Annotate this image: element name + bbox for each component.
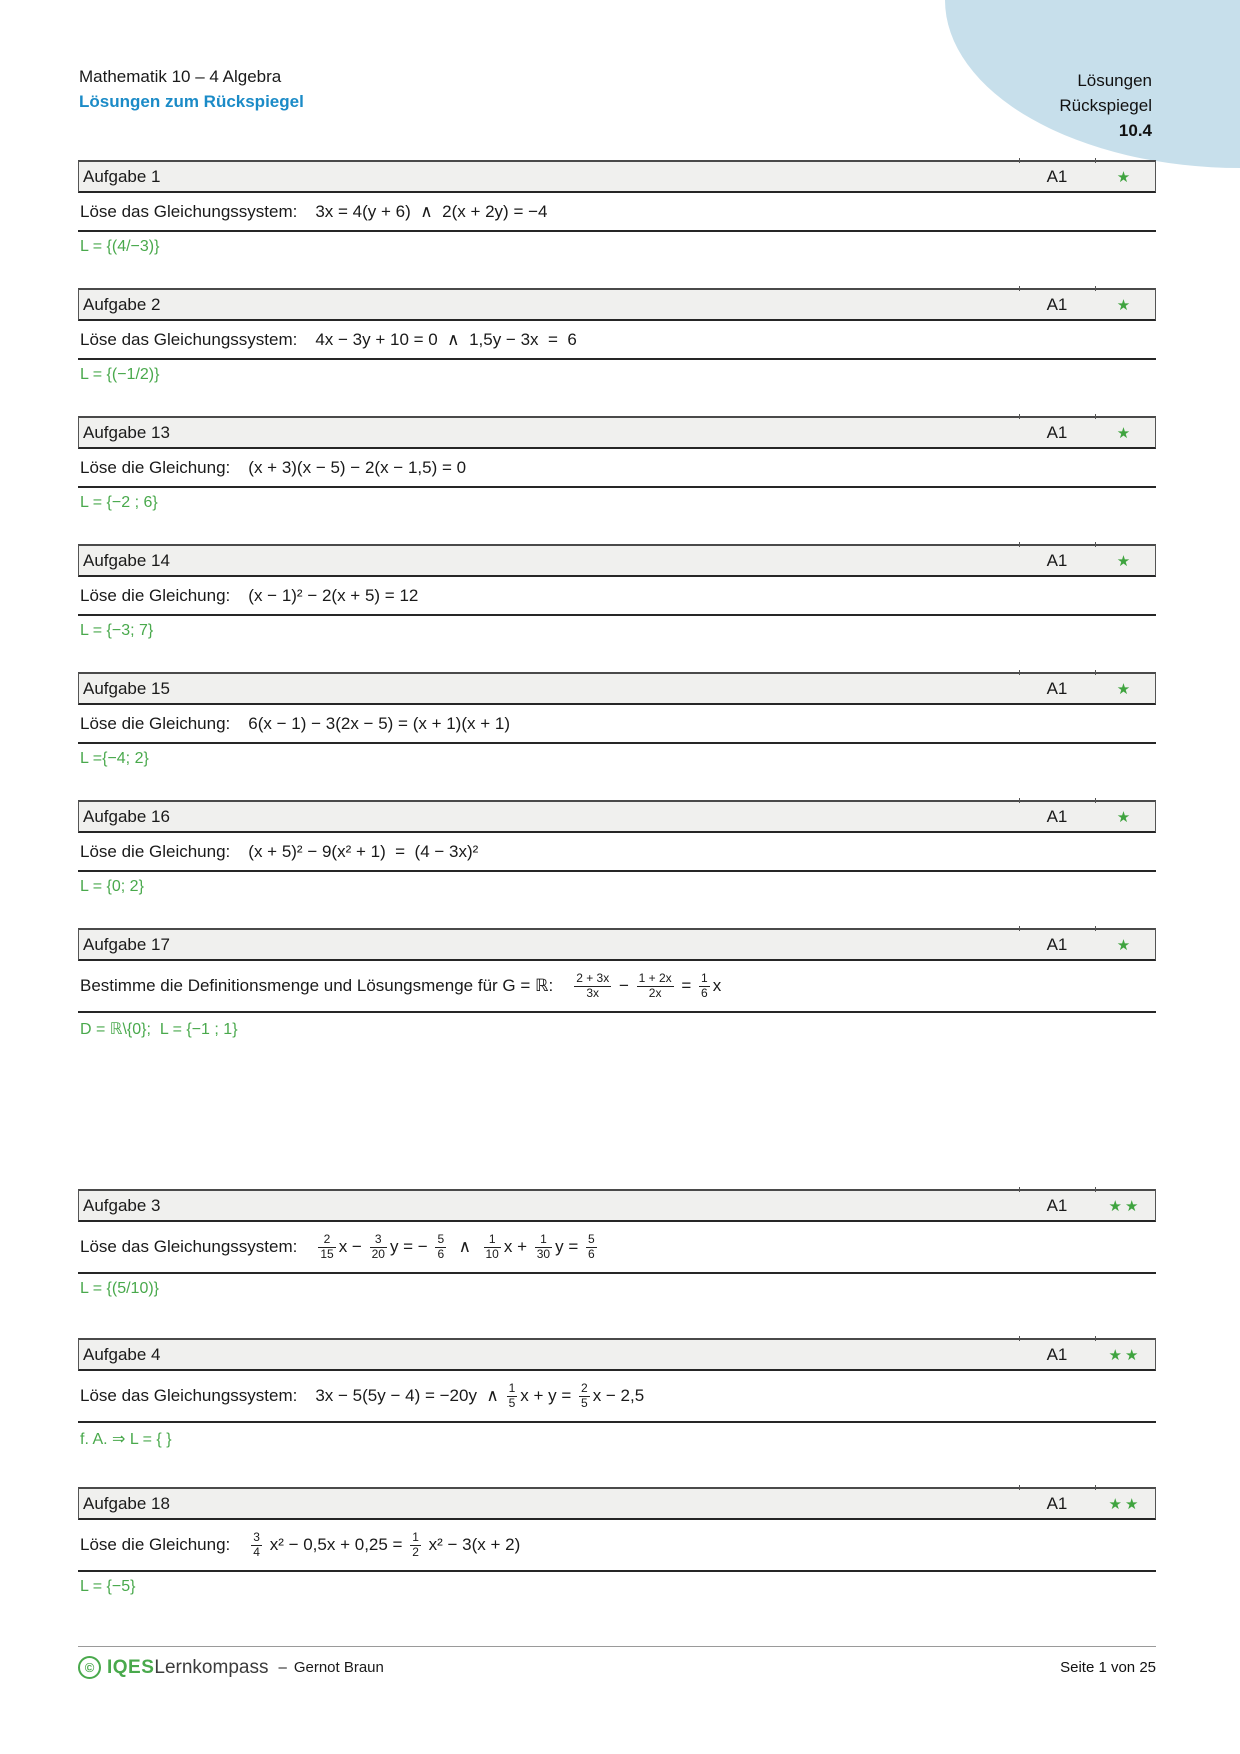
- equation-text: (x − 1)² − 2(x + 5) = 12: [248, 585, 419, 605]
- task-block: [78, 544, 1156, 646]
- task-title: Aufgabe 3: [83, 1195, 161, 1215]
- difficulty-stars-icon: ★: [1116, 168, 1134, 186]
- fraction: $\frac{2}{5}$: [581, 1380, 588, 1410]
- fraction: $\frac{3}{20}$: [371, 1231, 385, 1261]
- task-equation: [248, 458, 466, 478]
- fraction: $\frac{3}{4}$: [253, 1529, 260, 1559]
- difficulty-stars-icon: ★: [1116, 424, 1134, 442]
- task-block: [78, 928, 1156, 1043]
- equation-text: (x + 5)² − 9(x² + 1) = (4 − 3x)²: [248, 841, 479, 861]
- equation-text: 6(x − 1) − 3(2x − 5) = (x + 1)(x + 1): [248, 713, 510, 733]
- fraction: $\frac{1}{2}$: [412, 1529, 419, 1559]
- fraction: $\frac{1}{6}$: [701, 970, 708, 1000]
- doc-title: Mathematik 10 – 4 Algebra: [79, 67, 282, 86]
- task-title: Aufgabe 17: [83, 934, 170, 954]
- solution-text: L ={−4; 2}: [80, 750, 149, 767]
- task-prompt: Löse die Gleichung:: [80, 1535, 231, 1554]
- task-block: [78, 1338, 1156, 1453]
- equation-text: x² − 0,5x + 0,25 =: [264, 1535, 408, 1554]
- task-row: [78, 577, 1156, 616]
- page-number: Seite 1 von 25: [1060, 1659, 1156, 1676]
- task-header-bar: [78, 1338, 1156, 1371]
- task-title: Aufgabe 18: [83, 1493, 170, 1513]
- solution-text: f. A. ⇒ L = { }: [80, 1431, 172, 1448]
- task-title: Aufgabe 4: [83, 1344, 161, 1364]
- fraction: $\frac{1}{10}$: [485, 1231, 499, 1261]
- fraction: $\frac{5}{6}$: [437, 1231, 445, 1261]
- equation-text: (x + 3)(x − 5) − 2(x − 1,5) = 0: [248, 457, 467, 477]
- task-header-bar: [78, 800, 1156, 833]
- equation-text: y =: [555, 1237, 583, 1256]
- task-equation: [315, 202, 547, 222]
- task-prompt: Löse die Gleichung:: [80, 585, 231, 605]
- task-equation: [315, 1382, 644, 1411]
- task-prompt: Bestimme die Definitionsmenge und Lösungsmenge für G = ℝ:: [80, 976, 554, 995]
- level-badge: A1: [1046, 550, 1068, 570]
- difficulty-stars-icon: ★★: [1108, 1346, 1142, 1364]
- corner-label-line1: Lösungen: [1077, 71, 1152, 90]
- difficulty-stars-icon: ★★: [1108, 1197, 1142, 1215]
- level-badge: A1: [1046, 294, 1068, 314]
- task-row: [78, 193, 1156, 232]
- level-badge: A1: [1046, 678, 1068, 698]
- solution-text: D = ℝ\{0}; L = {−1 ; 1}: [80, 1021, 238, 1038]
- task-prompt: Löse die Gleichung:: [80, 841, 231, 861]
- task-row: [78, 1520, 1156, 1572]
- difficulty-stars-icon: ★★: [1108, 1495, 1142, 1513]
- equation-text: 3x = 4(y + 6) ∧ 2(x + 2y) = −4: [315, 201, 548, 221]
- difficulty-stars-icon: ★: [1116, 936, 1134, 954]
- task-row: [78, 705, 1156, 744]
- level-badge: A1: [1046, 422, 1068, 442]
- difficulty-stars-icon: ★: [1116, 296, 1134, 314]
- level-badge: A1: [1046, 1195, 1068, 1215]
- fraction: $\frac{1}{5}$: [508, 1380, 516, 1410]
- level-badge: A1: [1046, 166, 1068, 186]
- fraction: $\frac{2 + 3x}{3x}$: [576, 970, 610, 1000]
- task-equation: [248, 1531, 520, 1560]
- task-header-bar: [78, 544, 1156, 577]
- equation-text: x + y =: [520, 1386, 576, 1405]
- task-block: [78, 416, 1156, 518]
- level-badge: A1: [1046, 806, 1068, 826]
- task-header-bar: [78, 1487, 1156, 1520]
- corner-label-line2: Rückspiegel: [1059, 96, 1152, 115]
- task-title: Aufgabe 1: [83, 166, 161, 186]
- task-row: [78, 1222, 1156, 1274]
- task-row: [78, 1371, 1156, 1423]
- task-equation: [248, 714, 510, 734]
- equation-text: 4x − 3y + 10 = 0 ∧ 1,5y − 3x = 6: [315, 329, 577, 349]
- difficulty-stars-icon: ★: [1116, 680, 1134, 698]
- task-equation: [248, 842, 478, 862]
- equation-text: 3x − 5(5y − 4) = −20y ∧: [315, 1386, 504, 1405]
- task-prompt: Löse die Gleichung:: [80, 713, 231, 733]
- difficulty-stars-icon: ★: [1116, 552, 1134, 570]
- task-header-bar: [78, 288, 1156, 321]
- equation-text: x² − 3(x + 2): [423, 1535, 521, 1554]
- task-block: [78, 1189, 1156, 1304]
- corner-label: [1059, 68, 1152, 143]
- brand-iqes: IQES: [107, 1656, 155, 1678]
- difficulty-stars-icon: ★: [1116, 808, 1134, 826]
- task-block: [78, 672, 1156, 774]
- equation-text: −: [614, 976, 634, 995]
- footer-author: Gernot Braun: [293, 1659, 384, 1676]
- task-block: [78, 288, 1156, 390]
- fraction: $\frac{5}{6}$: [587, 1231, 595, 1261]
- solution-text: L = {(5/10)}: [80, 1280, 160, 1297]
- solution-text: L = {−2 ; 6}: [80, 494, 158, 511]
- page-footer: [78, 1646, 1156, 1679]
- task-title: Aufgabe 16: [83, 806, 170, 826]
- equation-text: x −: [338, 1237, 367, 1256]
- task-equation: [315, 330, 576, 350]
- task-title: Aufgabe 13: [83, 422, 170, 442]
- task-row: [78, 449, 1156, 488]
- task-row: [78, 321, 1156, 360]
- task-block: [78, 160, 1156, 262]
- task-header-bar: [78, 1189, 1156, 1222]
- task-title: Aufgabe 15: [83, 678, 170, 698]
- task-block: [78, 800, 1156, 902]
- task-prompt: Löse das Gleichungssystem:: [80, 1386, 298, 1405]
- brand-lernkompass: Lernkompass: [154, 1656, 269, 1678]
- footer-brand: [78, 1656, 1060, 1679]
- solution-text: L = {(−1/2)}: [80, 366, 160, 383]
- level-badge: A1: [1046, 934, 1068, 954]
- task-header-bar: [78, 928, 1156, 961]
- task-list: [78, 160, 1156, 1636]
- task-header-bar: [78, 160, 1156, 193]
- document-header: [79, 64, 304, 114]
- equation-text: x +: [503, 1237, 532, 1256]
- fraction: $\frac{2}{15}$: [320, 1231, 334, 1261]
- solution-text: L = {(4/−3)}: [80, 238, 160, 255]
- task-header-bar: [78, 416, 1156, 449]
- copyright-icon: ©: [78, 1656, 101, 1679]
- equation-text: y = −: [389, 1237, 433, 1256]
- equation-text: x − 2,5: [592, 1386, 645, 1405]
- level-badge: A1: [1046, 1493, 1068, 1513]
- fraction: $\frac{1}{30}$: [536, 1231, 551, 1261]
- solution-text: L = {0; 2}: [80, 878, 144, 895]
- task-block: [78, 1487, 1156, 1602]
- task-prompt: Löse das Gleichungssystem:: [80, 1237, 298, 1256]
- task-prompt: Löse die Gleichung:: [80, 457, 231, 477]
- task-equation: [248, 586, 418, 606]
- equation-text: ∧: [449, 1237, 481, 1256]
- level-badge: A1: [1046, 1344, 1068, 1364]
- task-prompt: Löse das Gleichungssystem:: [80, 201, 298, 221]
- corner-label-chapter: 10.4: [1118, 121, 1152, 140]
- task-equation: [315, 1233, 599, 1262]
- doc-subtitle: Lösungen zum Rückspiegel: [79, 92, 304, 111]
- task-title: Aufgabe 2: [83, 294, 161, 314]
- task-row: [78, 961, 1156, 1013]
- equation-text: x: [712, 976, 722, 995]
- task-row: [78, 833, 1156, 872]
- equation-text: =: [676, 976, 696, 995]
- task-title: Aufgabe 14: [83, 550, 170, 570]
- solution-text: L = {−5}: [80, 1578, 136, 1595]
- task-prompt: Löse das Gleichungssystem:: [80, 329, 298, 349]
- solution-text: L = {−3; 7}: [80, 622, 154, 639]
- fraction: $\frac{1 + 2x}{2x}$: [638, 970, 672, 1000]
- footer-dash: –: [278, 1659, 287, 1676]
- task-header-bar: [78, 672, 1156, 705]
- task-equation: [571, 972, 721, 1001]
